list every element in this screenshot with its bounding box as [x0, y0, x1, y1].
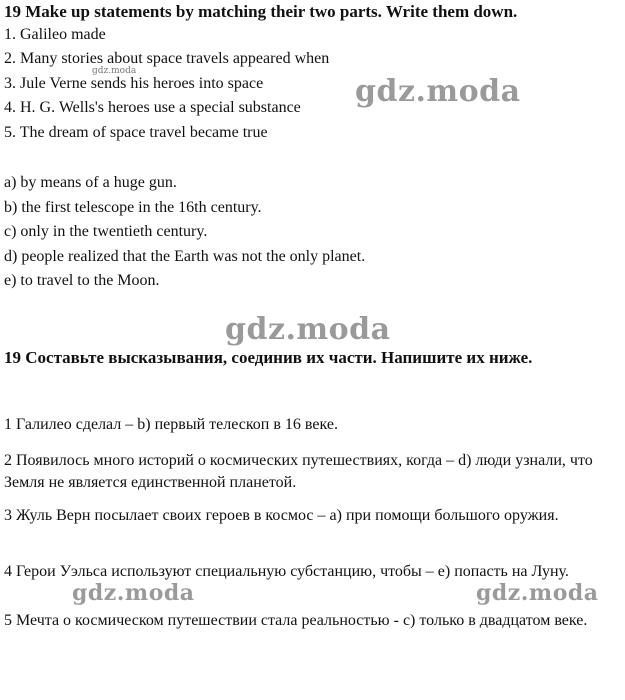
statement-beginning-1: 1. Galileo made	[4, 26, 106, 43]
watermark-center: gdz.moda	[225, 312, 391, 347]
answer-3: 3 Жуль Верн посылает своих героев в космос – a) при помощи большого оружия.	[4, 507, 559, 524]
statement-ending-b: b) the first telescope in the 16th century.	[4, 199, 262, 216]
statement-beginning-4: 4. H. G. Wells's heroes use a special substance	[4, 99, 301, 116]
watermark-bottom-left: gdz.moda	[72, 580, 195, 606]
russian-task-heading: 19 Составьте высказывания, соединив их части. Напишите их ниже.	[4, 348, 533, 367]
statement-ending-a: a) by means of a huge gun.	[4, 174, 177, 191]
watermark-top-right: gdz.moda	[355, 74, 521, 109]
watermark-bottom-right: gdz.moda	[476, 580, 599, 606]
answer-1: 1 Галилео сделал – b) первый телескоп в 16 веке.	[4, 416, 338, 433]
statement-ending-c: c) only in the twentieth century.	[4, 223, 208, 240]
statement-ending-d: d) people realized that the Earth was not the only planet.	[4, 248, 366, 265]
answer-2: 2 Появилось много историй о космических путешествиях, когда – d) люди узнали, что Земля не является единственной планетой.	[4, 452, 593, 491]
statement-ending-e: e) to travel to the Moon.	[4, 272, 160, 289]
watermark-tiny: gdz.moda	[92, 66, 137, 76]
statement-beginning-5: 5. The dream of space travel became true	[4, 124, 268, 141]
answer-5: 5 Мечта о космическом путешествии стала реальностью - c) только в двадцатом веке.	[4, 612, 588, 629]
english-task-heading: 19 Make up statements by matching their two parts. Write them down.	[4, 2, 518, 21]
statement-beginning-3: 3. Jule Verne sends his heroes into space	[4, 75, 264, 92]
statement-beginning-2: 2. Many stories about space travels appeared when	[4, 50, 330, 67]
answer-4: 4 Герои Уэльса используют специальную субстанцию, чтобы – e) попасть на Луну.	[4, 563, 569, 580]
